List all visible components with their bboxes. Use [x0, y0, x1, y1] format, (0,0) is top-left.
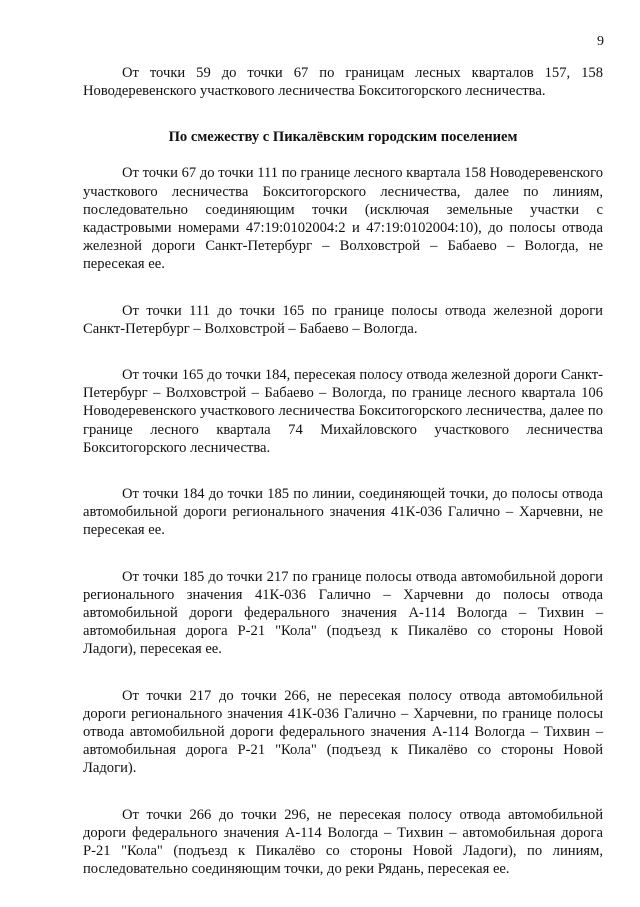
paragraph: От точки 59 до точки 67 по границам лесных кварталов 157, 158 Новодеревенского участкового лесничества Бокситогорского лесничества. — [83, 65, 603, 100]
paragraph: От точки 67 до точки 111 по границе лесного квартала 158 Новодеревенского участкового лесничества Бокситогорского лесничества, далее по линиям, последовательно соединяющим точки (исключая земельные участки с кадастровыми номерами 47:19:0102004:2 и 47:19:0102004:10), до полосы отвода железной дороги Санкт-Петербург – Волховстрой – Бабаево – Вологда, не пересекая ее. — [83, 165, 603, 273]
paragraph: От точки 217 до точки 266, не пересекая полосу отвода автомобильной дороги регионального значения 41К-036 Галично – Харчевни, по границе полосы отвода автомобильной дороги федерального значения А-114 Вологда – Тихвин – автомобильная дорога Р-21 "Кола" (подъезд к Пикалёво со стороны Новой Ладоги). — [83, 687, 603, 777]
page-number: 9 — [597, 34, 604, 49]
paragraph: От точки 165 до точки 184, пересекая полосу отвода железной дороги Санкт-Петербург – Волховстрой – Бабаево – Вологда, по границе лесного квартала 106 Новодеревенского участкового лесничества Бокситогорского лесничества, далее по границе лесного квартала 74 Михайловского участкового лесничества Бокситогорского лесничества. — [83, 367, 603, 456]
section-heading: По смежеству с Пикалёвским городским поселением — [168, 129, 518, 146]
paragraph: От точки 266 до точки 296, не пересекая полосу отвода автомобильной дороги федерального значения А-114 Вологда – Тихвин – автомобильная дорога Р-21 "Кола" (подъезд к Пикалёво со стороны Новой Ладоги), по линиям, последовательно соединяющим точки, до реки Рядань, пересекая ее. — [83, 806, 603, 878]
document-body — [83, 64, 603, 907]
paragraph: От точки 111 до точки 165 по границе полосы отвода железной дороги Санкт-Петербург – Волховстрой – Бабаево – Вологда. — [83, 302, 603, 337]
paragraph: От точки 185 до точки 217 по границе полосы отвода автомобильной дороги регионального значения 41К-036 Галично – Харчевни до полосы отвода автомобильной дороги федерального значения А-114 Вологда – Тихвин – автомобильная дорога Р-21 "Кола" (подъезд к Пикалёво со стороны Новой Ладоги), пересекая ее. — [83, 568, 603, 658]
paragraph: От точки 184 до точки 185 по линии, соединяющей точки, до полосы отвода автомобильной дороги регионального значения 41К-036 Галично – Харчевни, не пересекая ее. — [83, 486, 603, 539]
